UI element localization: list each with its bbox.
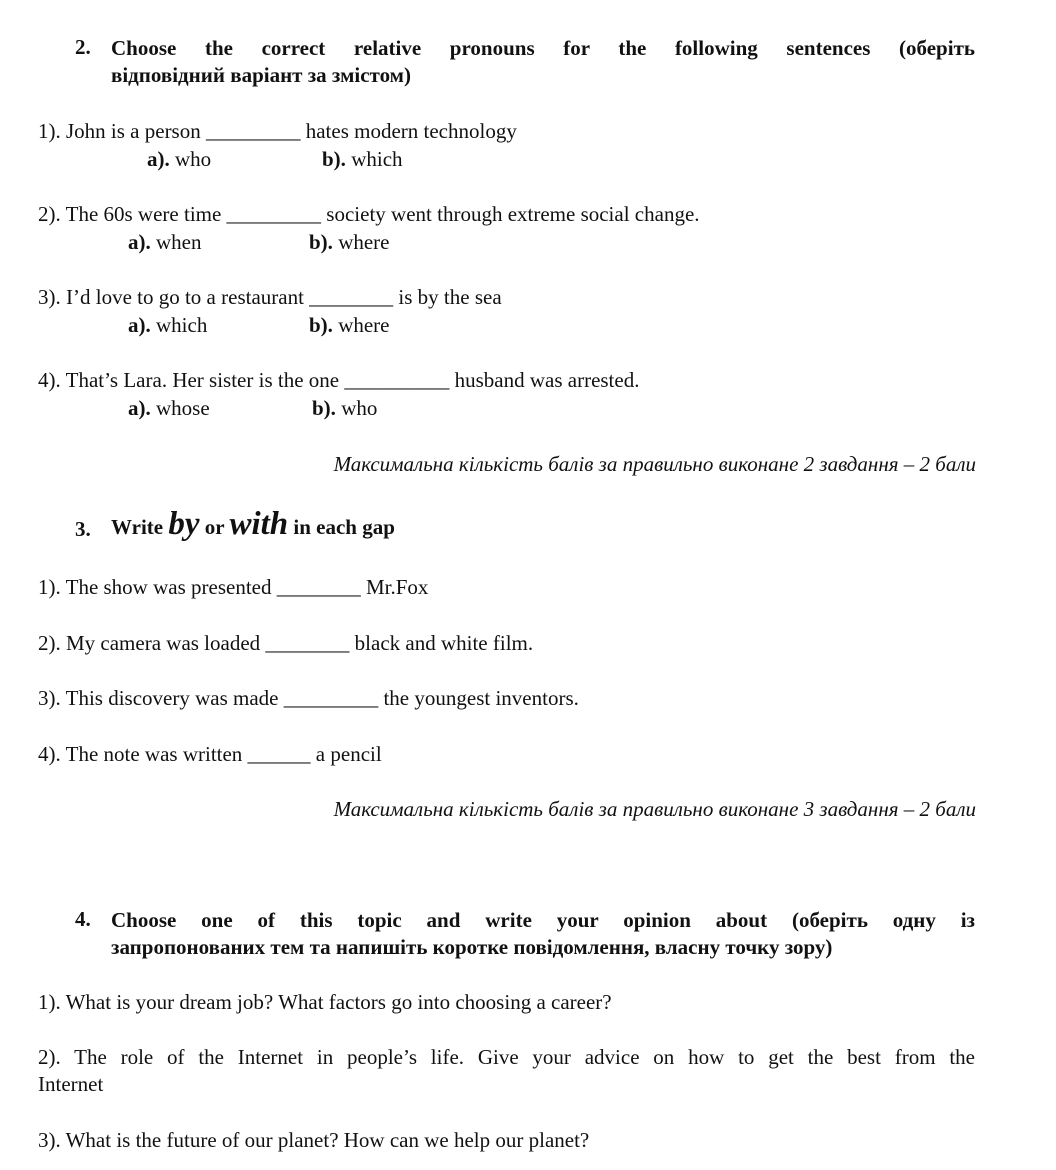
task4-item2-line2: Internet (38, 1072, 104, 1096)
task3-item2: 2). My camera was loaded ________ black and white film. (38, 631, 534, 655)
task2-item2-option-b: b). where (309, 230, 390, 254)
task2-item1-sentence: 1). John is a person _________ hates modern technology (38, 119, 517, 143)
task2-item2-option-a: a). when (128, 230, 202, 254)
task2-heading (111, 35, 975, 89)
task2-item4-sentence: 4). That’s Lara. Her sister is the one __________ husband was arrested. (38, 368, 640, 392)
task2-item3-option-a: a). which (128, 313, 208, 337)
task3-number: 3. (75, 517, 91, 541)
task4-heading-line2: запропонованих тем та напишіть коротке повідомлення, власну точку зору) (111, 935, 833, 959)
task2-heading-line2: відповідний варіант за змістом) (111, 63, 411, 87)
task2-item3-sentence: 3). I’d love to go to a restaurant ________ is by the sea (38, 285, 502, 309)
task2-score-note: Максимальна кількість балів за правильно виконане 2 завдання – 2 бали (333, 452, 976, 476)
task4-heading (111, 907, 975, 961)
task4-number: 4. (75, 907, 91, 931)
task4-item1: 1). What is your dream job? What factors go into choosing a career? (38, 990, 612, 1014)
task2-heading-line1: Choose the correct relative pronouns for the following sentences (оберіть (111, 36, 975, 60)
task3-score-note: Максимальна кількість балів за правильно виконане 3 завдання – 2 бали (333, 797, 976, 821)
task2-item4-option-b: b). who (312, 396, 378, 420)
task2-item4-option-a: a). whose (128, 396, 210, 420)
task3-item1: 1). The show was presented ________ Mr.Fox (38, 575, 429, 599)
task4-heading-line1: Choose one of this topic and write your opinion about (оберіть одну із (111, 908, 975, 932)
task2-item1-option-b: b). which (322, 147, 403, 171)
task2-item1-option-a: a). who (147, 147, 212, 171)
task3-heading-by: by (168, 506, 200, 542)
task4-item2 (38, 1044, 975, 1098)
task2-item3-option-b: b). where (309, 313, 390, 337)
task3-heading-with: with (229, 506, 289, 542)
task3-item3: 3). This discovery was made _________ the youngest inventors. (38, 686, 579, 710)
task3-heading: Write by or with in each gap (111, 506, 395, 542)
task4-item2-line1: 2). The role of the Internet in people’s life. Give your advice on how to get the best from the (38, 1045, 975, 1069)
task2-number: 2. (75, 35, 91, 59)
task2-item2-sentence: 2). The 60s were time _________ society went through extreme social change. (38, 202, 700, 226)
task4-item3: 3). What is the future of our planet? How can we help our planet? (38, 1128, 590, 1152)
task3-item4: 4). The note was written ______ a pencil (38, 742, 382, 766)
